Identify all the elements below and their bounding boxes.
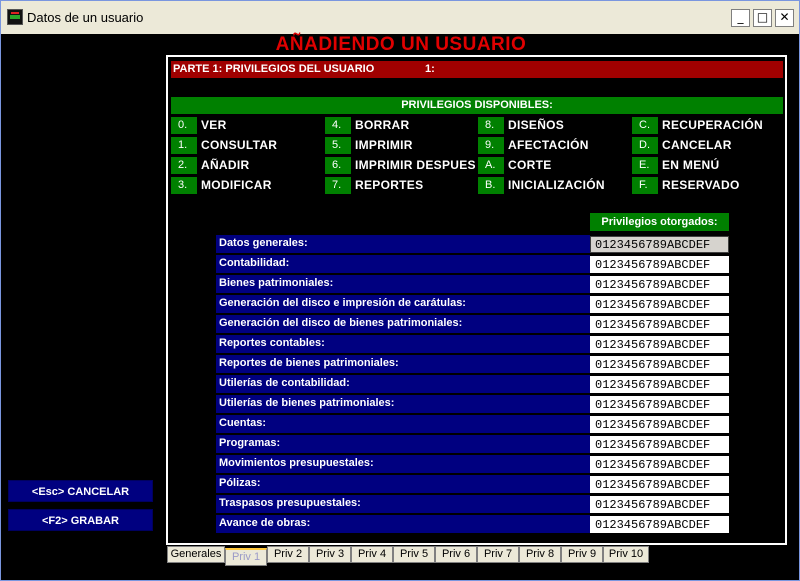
module-label: Bienes patrimoniales:: [216, 275, 588, 293]
tab-priv-8[interactable]: Priv 8: [519, 546, 561, 563]
privilege-code: C.: [632, 117, 658, 134]
privilege-code: 1.: [171, 137, 197, 154]
privilege-field[interactable]: 0123456789ABCDEF: [590, 456, 729, 473]
privilege-code: 0.: [171, 117, 197, 134]
tab-priv-3[interactable]: Priv 3: [309, 546, 351, 563]
module-label: Programas:: [216, 435, 588, 453]
window-title: Datos de un usuario: [27, 10, 144, 25]
module-label: Generación del disco e impresión de carátulas:: [216, 295, 588, 313]
privilege-field[interactable]: 0123456789ABCDEF: [590, 296, 729, 313]
close-button[interactable]: ✕: [775, 9, 794, 27]
module-label: Reportes de bienes patrimoniales:: [216, 355, 588, 373]
privilege-code: 8.: [478, 117, 504, 134]
module-label: Generación del disco de bienes patrimoniales:: [216, 315, 588, 333]
privilege-field[interactable]: 0123456789ABCDEF: [590, 236, 729, 253]
privilege-label: VER: [201, 118, 227, 132]
privilege-label: AFECTACIÓN: [508, 138, 589, 152]
privilege-label: BORRAR: [355, 118, 410, 132]
module-label: Utilerías de bienes patrimoniales:: [216, 395, 588, 413]
module-label: Cuentas:: [216, 415, 588, 433]
privilege-label: RECUPERACIÓN: [662, 118, 763, 132]
part-label: PARTE 1: PRIVILEGIOS DEL USUARIO: [173, 63, 375, 75]
save-button[interactable]: <F2> GRABAR: [8, 509, 153, 531]
part-bar: [171, 61, 783, 78]
privilege-label: INICIALIZACIÓN: [508, 178, 605, 192]
module-label: Datos generales:: [216, 235, 588, 253]
privilege-code: F.: [632, 177, 658, 194]
privilege-label: AÑADIR: [201, 158, 250, 172]
title-bar[interactable]: [1, 1, 799, 34]
tab-priv-7[interactable]: Priv 7: [477, 546, 519, 563]
privilege-code: B.: [478, 177, 504, 194]
privilege-field[interactable]: 0123456789ABCDEF: [590, 516, 729, 533]
tab-priv-2[interactable]: Priv 2: [267, 546, 309, 563]
privilege-field[interactable]: 0123456789ABCDEF: [590, 476, 729, 493]
privilege-label: DISEÑOS: [508, 118, 565, 132]
minimize-button[interactable]: _: [731, 9, 750, 27]
privilege-field[interactable]: 0123456789ABCDEF: [590, 416, 729, 433]
privilege-field[interactable]: 0123456789ABCDEF: [590, 396, 729, 413]
privilege-label: MODIFICAR: [201, 178, 272, 192]
privilege-label: RESERVADO: [662, 178, 740, 192]
privilege-code: 3.: [171, 177, 197, 194]
privilege-code: 2.: [171, 157, 197, 174]
privilege-code: 7.: [325, 177, 351, 194]
module-label: Reportes contables:: [216, 335, 588, 353]
privilege-label: EN MENÚ: [662, 158, 720, 172]
privilege-field[interactable]: 0123456789ABCDEF: [590, 336, 729, 353]
privilege-code: A.: [478, 157, 504, 174]
page-heading: AÑADIENDO UN USUARIO: [275, 34, 527, 55]
privilege-field[interactable]: 0123456789ABCDEF: [590, 496, 729, 513]
tab-priv-10[interactable]: Priv 10: [603, 546, 649, 563]
part-number: 1:: [425, 63, 435, 75]
privilege-field[interactable]: 0123456789ABCDEF: [590, 356, 729, 373]
tab-priv-9[interactable]: Priv 9: [561, 546, 603, 563]
granted-header: Privilegios otorgados:: [590, 213, 729, 231]
module-label: Movimientos presupuestales:: [216, 455, 588, 473]
module-label: Utilerías de contabilidad:: [216, 375, 588, 393]
privilege-label: CANCELAR: [662, 138, 732, 152]
privilege-field[interactable]: 0123456789ABCDEF: [590, 436, 729, 453]
privilege-field[interactable]: 0123456789ABCDEF: [590, 316, 729, 333]
privilege-label: IMPRIMIR DESPUES: [355, 158, 476, 172]
privilege-label: CONSULTAR: [201, 138, 278, 152]
privilege-label: REPORTES: [355, 178, 424, 192]
privilege-field[interactable]: 0123456789ABCDEF: [590, 376, 729, 393]
privilege-code: 9.: [478, 137, 504, 154]
app-icon: [7, 9, 23, 25]
privilege-code: 6.: [325, 157, 351, 174]
tab-generales[interactable]: Generales: [167, 546, 225, 563]
module-label: Pólizas:: [216, 475, 588, 493]
tab-priv-5[interactable]: Priv 5: [393, 546, 435, 563]
privilege-code: 5.: [325, 137, 351, 154]
tab-priv-4[interactable]: Priv 4: [351, 546, 393, 563]
privilege-label: IMPRIMIR: [355, 138, 413, 152]
tab-priv-6[interactable]: Priv 6: [435, 546, 477, 563]
module-label: Avance de obras:: [216, 515, 588, 533]
privilege-field[interactable]: 0123456789ABCDEF: [590, 276, 729, 293]
privilege-code: 4.: [325, 117, 351, 134]
privilege-field[interactable]: 0123456789ABCDEF: [590, 256, 729, 273]
privilege-code: E.: [632, 157, 658, 174]
privilege-label: CORTE: [508, 158, 552, 172]
maximize-button[interactable]: □: [753, 9, 772, 27]
module-label: Traspasos presupuestales:: [216, 495, 588, 513]
cancel-button[interactable]: <Esc> CANCELAR: [8, 480, 153, 502]
module-label: Contabilidad:: [216, 255, 588, 273]
privilege-code: D.: [632, 137, 658, 154]
tab-priv-1[interactable]: Priv 1: [225, 548, 267, 566]
privileges-header: PRIVILEGIOS DISPONIBLES:: [171, 97, 783, 114]
